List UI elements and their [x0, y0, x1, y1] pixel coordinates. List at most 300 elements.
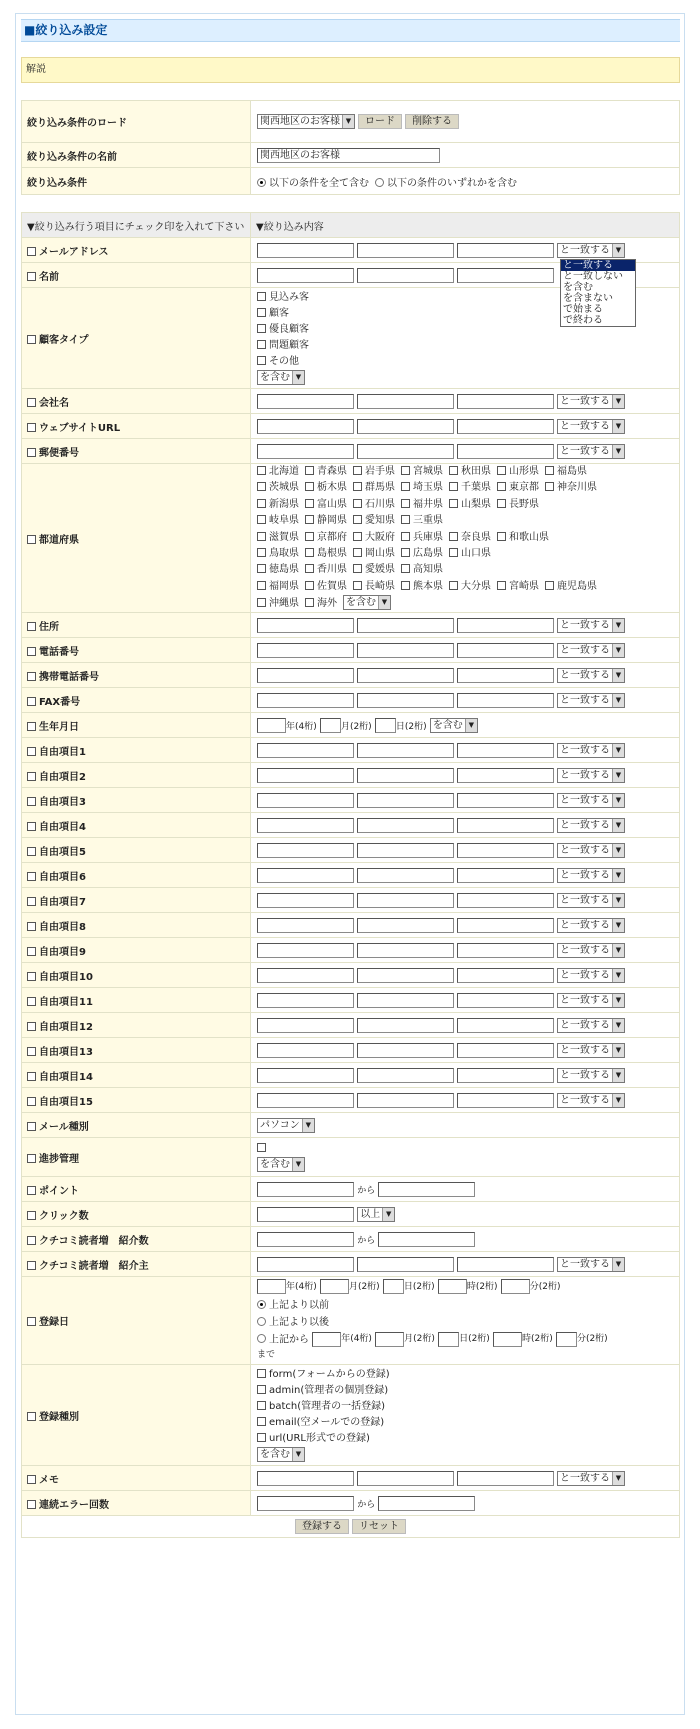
checkbox[interactable]	[27, 947, 36, 956]
prefecture-label: 沖縄県	[269, 597, 299, 609]
match-select[interactable]: と一致する ▼	[557, 993, 625, 1008]
text-input[interactable]	[257, 1043, 354, 1058]
text-input[interactable]	[457, 1093, 554, 1108]
filter-label[interactable]: 電話番号	[22, 638, 251, 663]
checkbox[interactable]	[27, 1412, 36, 1421]
text-input[interactable]	[457, 1257, 554, 1272]
checkbox[interactable]	[27, 1072, 36, 1081]
text-input[interactable]	[357, 818, 454, 833]
checkbox[interactable]	[545, 466, 554, 475]
checkbox[interactable]	[401, 548, 410, 557]
filter-label[interactable]: 自由項目13	[22, 1038, 251, 1063]
text-input[interactable]	[438, 1332, 459, 1347]
checkbox[interactable]	[27, 897, 36, 906]
text-input[interactable]	[357, 268, 454, 283]
match-select[interactable]: と一致する ▼	[557, 618, 625, 633]
text-input[interactable]	[457, 1018, 554, 1033]
text-input[interactable]	[357, 993, 454, 1008]
text-input[interactable]	[257, 843, 354, 858]
text-input[interactable]	[357, 668, 454, 683]
checkbox[interactable]	[27, 1317, 36, 1326]
text-input[interactable]	[457, 268, 554, 283]
text-input[interactable]	[556, 1332, 577, 1347]
checkbox[interactable]	[27, 972, 36, 981]
checkbox[interactable]	[305, 598, 314, 607]
checkbox[interactable]	[401, 581, 410, 590]
text-input[interactable]	[357, 243, 454, 258]
checkbox[interactable]	[257, 482, 266, 491]
text-input[interactable]	[257, 968, 354, 983]
text-input[interactable]	[257, 643, 354, 658]
text-input[interactable]	[457, 1068, 554, 1083]
text-input[interactable]	[257, 1471, 354, 1486]
text-input[interactable]	[257, 1182, 354, 1197]
text-input[interactable]	[357, 943, 454, 958]
match-select[interactable]: を含む ▼	[257, 370, 305, 385]
checkbox[interactable]	[305, 466, 314, 475]
filter-label[interactable]: 生年月日	[22, 713, 251, 738]
checkbox[interactable]	[27, 1154, 36, 1163]
text-input[interactable]	[457, 893, 554, 908]
checkbox[interactable]	[257, 1369, 266, 1378]
load-button[interactable]: ロード	[358, 114, 402, 129]
text-input[interactable]	[257, 1018, 354, 1033]
filter-label[interactable]: 自由項目5	[22, 838, 251, 863]
text-input[interactable]	[257, 718, 286, 733]
checkbox[interactable]	[27, 448, 36, 457]
filter-label[interactable]: 会社名	[22, 389, 251, 414]
checkbox[interactable]	[449, 466, 458, 475]
text-input[interactable]	[257, 868, 354, 883]
match-select[interactable]: を含む ▼	[430, 718, 478, 733]
match-select[interactable]: と一致する ▼	[557, 893, 625, 908]
text-input[interactable]	[457, 768, 554, 783]
checkbox[interactable]	[27, 1186, 36, 1195]
text-input[interactable]	[257, 818, 354, 833]
checkbox[interactable]	[257, 532, 266, 541]
checkbox[interactable]	[27, 747, 36, 756]
checkbox[interactable]	[27, 622, 36, 631]
text-input[interactable]	[320, 1279, 349, 1294]
text-input[interactable]	[357, 793, 454, 808]
checkbox[interactable]	[27, 772, 36, 781]
checkbox[interactable]	[27, 1097, 36, 1106]
text-input[interactable]	[375, 718, 396, 733]
filter-row	[22, 1252, 680, 1277]
filter-label[interactable]: 携帯電話番号	[22, 663, 251, 688]
filter-label[interactable]: 登録日	[22, 1277, 251, 1365]
match-select[interactable]: 以上 ▼	[357, 1207, 395, 1222]
match-select[interactable]: と一致する ▼	[557, 793, 625, 808]
text-input[interactable]	[438, 1279, 467, 1294]
text-input[interactable]	[357, 843, 454, 858]
filter-row	[22, 713, 680, 738]
checkbox[interactable]	[257, 499, 266, 508]
filter-label[interactable]: 自由項目10	[22, 963, 251, 988]
match-select[interactable]: と一致する ▼	[557, 693, 625, 708]
filter-label[interactable]: 登録種別	[22, 1365, 251, 1466]
filter-label[interactable]: ウェブサイトURL	[22, 414, 251, 439]
checkbox[interactable]	[257, 356, 266, 365]
text-input[interactable]	[257, 793, 354, 808]
text-input[interactable]	[357, 419, 454, 434]
match-select[interactable]: と一致する ▼	[557, 1257, 625, 1272]
checkbox[interactable]	[27, 247, 36, 256]
text-input[interactable]	[378, 1496, 475, 1511]
text-input[interactable]	[357, 1093, 454, 1108]
option-label: 顧客	[269, 307, 289, 319]
filter-label[interactable]: 自由項目9	[22, 938, 251, 963]
text-input[interactable]	[457, 618, 554, 633]
filter-content	[251, 439, 680, 464]
checkbox[interactable]	[27, 1022, 36, 1031]
text-input[interactable]	[257, 394, 354, 409]
checkbox[interactable]	[497, 466, 506, 475]
filter-label[interactable]: 名前	[22, 263, 251, 288]
filter-label[interactable]: クチコミ読者増 紹介主	[22, 1252, 251, 1277]
filter-label[interactable]: 連続エラー回数	[22, 1491, 251, 1516]
text-input[interactable]	[457, 668, 554, 683]
text-input[interactable]	[357, 743, 454, 758]
filter-label[interactable]: 自由項目2	[22, 763, 251, 788]
text-input[interactable]	[457, 993, 554, 1008]
text-input[interactable]	[257, 1093, 354, 1108]
match-select[interactable]: を含む ▼	[257, 1447, 305, 1462]
text-input[interactable]	[312, 1332, 341, 1347]
checkbox[interactable]	[27, 1211, 36, 1220]
text-input[interactable]	[457, 743, 554, 758]
checkbox[interactable]	[305, 532, 314, 541]
prefecture-label: 三重県	[413, 515, 443, 527]
checkbox[interactable]	[27, 672, 36, 681]
text-input[interactable]	[457, 394, 554, 409]
match-select[interactable]: と一致する ▼	[557, 918, 625, 933]
load-select[interactable]: 関西地区のお客様 ▼	[257, 114, 355, 129]
text-input[interactable]	[257, 1496, 354, 1511]
radio-label: 上記から	[269, 1334, 309, 1346]
match-select[interactable]: を含む ▼	[343, 595, 391, 610]
checkbox[interactable]	[257, 1143, 266, 1152]
match-select[interactable]: と一致する ▼	[557, 444, 625, 459]
text-input[interactable]	[257, 1257, 354, 1272]
filter-label[interactable]: 顧客タイプ	[22, 288, 251, 389]
checkbox[interactable]	[27, 872, 36, 881]
text-input[interactable]	[457, 918, 554, 933]
any-condition-radio[interactable]	[375, 178, 384, 187]
checkbox[interactable]	[27, 423, 36, 432]
page-title: ■絞り込み設定	[21, 19, 680, 42]
text-input[interactable]	[457, 243, 554, 258]
checkbox[interactable]	[27, 398, 36, 407]
text-input[interactable]	[357, 1043, 454, 1058]
prefecture-label: 岩手県	[365, 466, 395, 477]
checkbox[interactable]	[27, 697, 36, 706]
prefecture-label: 東京都	[509, 482, 539, 494]
delete-button[interactable]: 削除する	[405, 114, 459, 129]
text-input[interactable]	[357, 444, 454, 459]
checkbox[interactable]	[401, 482, 410, 491]
reset-button[interactable]: リセット	[352, 1519, 406, 1534]
filter-label[interactable]: 自由項目12	[22, 1013, 251, 1038]
checkbox[interactable]	[353, 548, 362, 557]
checkbox[interactable]	[305, 581, 314, 590]
text-input[interactable]	[457, 693, 554, 708]
dropdown-option[interactable]: を含まない	[563, 293, 613, 304]
checkbox[interactable]	[257, 466, 266, 475]
checkbox[interactable]	[27, 272, 36, 281]
text-input[interactable]	[320, 718, 341, 733]
checkbox[interactable]	[27, 535, 36, 544]
text-input[interactable]	[457, 943, 554, 958]
prefecture-label: 大分県	[461, 580, 491, 592]
filter-label[interactable]: 自由項目7	[22, 888, 251, 913]
filter-label[interactable]: 都道府県	[22, 464, 251, 613]
checkbox[interactable]	[449, 548, 458, 557]
checkbox[interactable]	[27, 647, 36, 656]
checkbox[interactable]	[449, 482, 458, 491]
checkbox[interactable]	[305, 499, 314, 508]
filter-label[interactable]: 自由項目15	[22, 1088, 251, 1113]
text-input[interactable]	[257, 943, 354, 958]
dropdown-option[interactable]: を含む	[563, 282, 593, 293]
checkbox[interactable]	[401, 515, 410, 524]
text-input[interactable]	[257, 618, 354, 633]
dropdown-option[interactable]: で始まる	[563, 304, 603, 315]
match-select[interactable]: パソコン ▼	[257, 1118, 315, 1133]
filter-label[interactable]: 自由項目4	[22, 813, 251, 838]
text-input[interactable]	[357, 618, 454, 633]
checkbox[interactable]	[27, 335, 36, 344]
text-input[interactable]	[357, 693, 454, 708]
checkbox[interactable]	[497, 581, 506, 590]
checkbox[interactable]	[27, 1500, 36, 1509]
match-type-dropdown-list[interactable]	[560, 259, 636, 327]
checkbox[interactable]	[449, 499, 458, 508]
filter-content	[251, 1466, 680, 1491]
checkbox[interactable]	[257, 598, 266, 607]
text-input[interactable]	[257, 243, 354, 258]
checkbox[interactable]	[257, 292, 266, 301]
checkbox[interactable]	[27, 722, 36, 731]
match-select[interactable]: と一致する ▼	[557, 668, 625, 683]
checkbox[interactable]	[27, 1047, 36, 1056]
checkbox[interactable]	[27, 1122, 36, 1131]
dropdown-option[interactable]: で終わる	[563, 315, 603, 326]
text-input[interactable]	[357, 1257, 454, 1272]
text-input[interactable]	[457, 843, 554, 858]
checkbox[interactable]	[257, 515, 266, 524]
filter-label[interactable]: FAX番号	[22, 688, 251, 713]
checkbox[interactable]	[305, 548, 314, 557]
filter-label[interactable]: 郵便番号	[22, 439, 251, 464]
checkbox[interactable]	[305, 564, 314, 573]
checkbox[interactable]	[449, 581, 458, 590]
dropdown-option[interactable]: と一致する	[561, 260, 635, 271]
checkbox[interactable]	[27, 847, 36, 856]
checkbox[interactable]	[27, 1236, 36, 1245]
match-select[interactable]: と一致する ▼	[557, 1471, 625, 1486]
filter-label[interactable]: 自由項目8	[22, 913, 251, 938]
match-select[interactable]: と一致する ▼	[557, 394, 625, 409]
match-select[interactable]: と一致する ▼	[557, 1068, 625, 1083]
text-input[interactable]	[357, 768, 454, 783]
checkbox[interactable]	[27, 922, 36, 931]
filter-content	[251, 1252, 680, 1277]
checkbox[interactable]	[353, 499, 362, 508]
checkbox[interactable]	[27, 797, 36, 806]
prefecture-label: 京都府	[317, 531, 347, 543]
text-input[interactable]	[257, 1068, 354, 1083]
text-input[interactable]	[383, 1279, 404, 1294]
checkbox[interactable]	[497, 499, 506, 508]
text-input[interactable]	[457, 444, 554, 459]
text-input[interactable]	[457, 868, 554, 883]
text-input[interactable]	[257, 918, 354, 933]
text-input[interactable]	[457, 793, 554, 808]
option-label: admin(管理者の個別登録)	[269, 1384, 389, 1396]
filter-label[interactable]: ポイント	[22, 1177, 251, 1202]
register-button[interactable]: 登録する	[295, 1519, 349, 1534]
filter-label[interactable]: 自由項目1	[22, 738, 251, 763]
match-select[interactable]: と一致する ▼	[557, 419, 625, 434]
checkbox[interactable]	[401, 532, 410, 541]
text-input[interactable]	[257, 768, 354, 783]
filter-row	[22, 1013, 680, 1038]
text-input[interactable]	[257, 1232, 354, 1247]
checkbox[interactable]	[257, 1401, 266, 1410]
text-input[interactable]	[257, 1207, 354, 1222]
match-select[interactable]: と一致する ▼	[557, 968, 625, 983]
checkbox[interactable]	[353, 482, 362, 491]
checkbox[interactable]	[257, 581, 266, 590]
checkbox[interactable]	[353, 532, 362, 541]
all-conditions-radio[interactable]	[257, 178, 266, 187]
match-select[interactable]: と一致する ▼	[557, 1093, 625, 1108]
checkbox[interactable]	[305, 515, 314, 524]
match-select[interactable]: と一致する ▼	[557, 868, 625, 883]
match-select[interactable]: と一致する ▼	[557, 243, 625, 258]
filter-label[interactable]: 自由項目14	[22, 1063, 251, 1088]
text-input[interactable]	[257, 743, 354, 758]
text-input[interactable]	[357, 893, 454, 908]
text-input[interactable]	[493, 1332, 522, 1347]
match-select[interactable]: と一致する ▼	[557, 843, 625, 858]
checkbox[interactable]	[353, 466, 362, 475]
text-input[interactable]	[378, 1182, 475, 1197]
text-input[interactable]	[457, 643, 554, 658]
checkbox[interactable]	[257, 324, 266, 333]
text-input[interactable]	[357, 918, 454, 933]
checkbox[interactable]	[353, 581, 362, 590]
prefecture-label: 群馬県	[365, 482, 395, 494]
checkbox[interactable]	[401, 466, 410, 475]
filter-label[interactable]: 自由項目3	[22, 788, 251, 813]
checkbox[interactable]	[305, 482, 314, 491]
checkbox[interactable]	[497, 532, 506, 541]
filter-label[interactable]: クリック数	[22, 1202, 251, 1227]
text-input[interactable]	[357, 1018, 454, 1033]
match-select[interactable]: と一致する ▼	[557, 1018, 625, 1033]
filter-content	[251, 414, 680, 439]
checkbox[interactable]	[257, 308, 266, 317]
filter-label[interactable]: クチコミ読者増 紹介数	[22, 1227, 251, 1252]
checkbox[interactable]	[545, 581, 554, 590]
checkbox[interactable]	[257, 1417, 266, 1426]
checkbox[interactable]	[449, 532, 458, 541]
text-input[interactable]	[457, 968, 554, 983]
text-input[interactable]	[257, 419, 354, 434]
checkbox[interactable]	[27, 1475, 36, 1484]
text-input[interactable]	[457, 818, 554, 833]
match-select[interactable]: と一致する ▼	[557, 1043, 625, 1058]
text-input[interactable]	[357, 968, 454, 983]
text-input[interactable]	[457, 1043, 554, 1058]
text-input[interactable]	[375, 1332, 404, 1347]
text-input[interactable]	[457, 1471, 554, 1486]
text-input[interactable]	[257, 668, 354, 683]
text-input[interactable]	[257, 893, 354, 908]
checkbox[interactable]	[257, 1433, 266, 1442]
dropdown-option[interactable]: と一致しない	[563, 271, 623, 282]
match-select[interactable]: と一致する ▼	[557, 768, 625, 783]
checkbox[interactable]	[353, 564, 362, 573]
text-input[interactable]	[357, 1068, 454, 1083]
checkbox[interactable]	[257, 564, 266, 573]
checkbox[interactable]	[401, 499, 410, 508]
checkbox[interactable]	[257, 548, 266, 557]
match-select[interactable]: と一致する ▼	[557, 643, 625, 658]
filter-label[interactable]: メール種別	[22, 1113, 251, 1138]
text-input[interactable]	[357, 643, 454, 658]
date-radio[interactable]	[257, 1300, 266, 1309]
checkbox[interactable]	[27, 997, 36, 1006]
text-input[interactable]	[257, 993, 354, 1008]
date-radio[interactable]	[257, 1334, 266, 1343]
filter-label[interactable]: 自由項目6	[22, 863, 251, 888]
text-input[interactable]	[257, 1279, 286, 1294]
match-select[interactable]: と一致する ▼	[557, 818, 625, 833]
filter-label[interactable]: 住所	[22, 613, 251, 638]
text-input[interactable]	[257, 693, 354, 708]
filter-label[interactable]: 自由項目11	[22, 988, 251, 1013]
text-input[interactable]	[357, 394, 454, 409]
filter-label[interactable]: メールアドレス	[22, 238, 251, 263]
prefecture-label: 鳥取県	[269, 548, 299, 560]
text-input[interactable]	[501, 1279, 530, 1294]
filter-label[interactable]: メモ	[22, 1466, 251, 1491]
checkbox[interactable]	[27, 822, 36, 831]
text-input[interactable]	[357, 868, 454, 883]
checkbox[interactable]	[401, 564, 410, 573]
checkbox[interactable]	[353, 515, 362, 524]
text-input[interactable]	[257, 268, 354, 283]
match-select[interactable]: を含む ▼	[257, 1157, 305, 1172]
checkbox[interactable]	[497, 482, 506, 491]
text-input[interactable]	[257, 444, 354, 459]
match-select[interactable]: と一致する ▼	[557, 943, 625, 958]
text-input[interactable]	[457, 419, 554, 434]
match-select[interactable]: と一致する ▼	[557, 743, 625, 758]
checkbox[interactable]	[257, 340, 266, 349]
text-input[interactable]	[378, 1232, 475, 1247]
date-radio[interactable]	[257, 1317, 266, 1326]
checkbox[interactable]	[257, 1385, 266, 1394]
text-input[interactable]	[357, 1471, 454, 1486]
filter-label[interactable]: 進捗管理	[22, 1138, 251, 1177]
checkbox[interactable]	[545, 482, 554, 491]
checkbox[interactable]	[27, 1261, 36, 1270]
condition-name-input[interactable]: 関西地区のお客様	[257, 148, 440, 163]
